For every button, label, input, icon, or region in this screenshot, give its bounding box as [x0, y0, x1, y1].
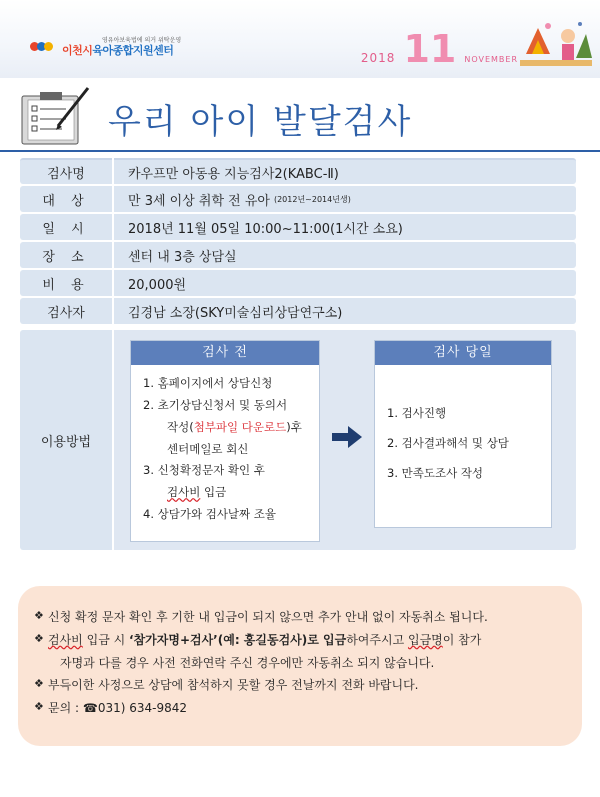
autumn-decoration-icon — [518, 14, 594, 74]
contact-phone[interactable]: 031) 634-9842 — [97, 701, 187, 716]
row-value-examiner: 김경남 소장(SKY미술심리상담연구소) — [114, 298, 576, 324]
list-item: 2. 초기상담신청서 및 동의서 작성(첨부파일 다운로드)후 센터메일로 회신 — [143, 397, 302, 456]
diamond-bullet-icon: ❖ — [34, 631, 44, 645]
table-row — [20, 186, 576, 212]
table-row — [20, 214, 576, 240]
diamond-bullet-icon: ❖ — [34, 609, 44, 622]
diamond-bullet-icon: ❖ — [34, 677, 44, 691]
list-item: 1. 홈페이지에서 상담신청 — [143, 376, 273, 390]
logo-mark-icon — [30, 40, 56, 54]
table-row — [20, 242, 576, 268]
notice-item: ❖ 신청 확정 문자 확인 후 기한 내 입금이 되지 않으면 추가 안내 없이 자동취소 됩니다. — [34, 606, 564, 629]
list-item: 3. 만족도조사 작성 — [387, 465, 484, 480]
center-logo[interactable] — [30, 38, 181, 57]
row-note-target: (2012년~2014년생) — [273, 194, 351, 204]
row-label-method: 이용방법 — [20, 330, 112, 550]
before-steps-list — [131, 365, 319, 526]
before-test-heading: 검사 전 — [131, 341, 319, 365]
contact-label: 문의 : — [48, 701, 83, 716]
row-label-examiner: 검사자 — [20, 298, 112, 324]
title-divider — [0, 150, 600, 152]
header-banner — [0, 0, 600, 78]
list-item: 1. 검사진행 — [387, 406, 447, 420]
row-value-test-name: 카우프만 아동용 지능검사2(KABC-Ⅱ) — [114, 158, 576, 184]
notice-list — [18, 586, 582, 720]
info-table — [20, 158, 576, 550]
usage-method-row — [20, 330, 576, 550]
date-month-name: NOVEMBER — [464, 55, 518, 64]
before-test-box — [130, 340, 320, 542]
row-label-target: 대 상 — [20, 186, 112, 212]
list-item: 2. 검사결과해석 및 상담 — [387, 435, 509, 450]
row-value-target: 만 3세 이상 취학 전 유아 — [128, 193, 270, 209]
logo-name: 육아종합지원센터 — [92, 43, 174, 57]
logo-city: 이천시 — [62, 43, 93, 57]
page-title: 우리 아이 발달검사 — [108, 102, 413, 142]
logo-subtitle: 영유아보육법에 의거 위탁운영 — [102, 37, 182, 44]
test-day-steps-list — [375, 365, 551, 489]
table-row — [20, 158, 576, 184]
notice-item: ❖ 부득이한 사정으로 상담에 참석하지 못할 경우 전날까지 전화 바랍니다. — [34, 674, 564, 697]
list-item: 3. 신청확정문자 확인 후 검사비 입금 — [143, 463, 265, 500]
test-day-box — [374, 340, 552, 528]
checklist-clipboard-icon — [18, 86, 90, 148]
test-day-heading: 검사 당일 — [375, 341, 551, 365]
title-area — [18, 86, 582, 148]
notice-item — [34, 697, 564, 720]
phone-icon: ☎ — [82, 701, 98, 716]
row-label-cost: 비 용 — [20, 270, 112, 296]
arrow-right-icon — [332, 426, 362, 448]
row-label-test-name: 검사명 — [20, 158, 112, 184]
row-label-date: 일 시 — [20, 214, 112, 240]
attachment-download-link[interactable]: 첨부파일 다운로드 — [193, 419, 287, 434]
method-panel — [114, 330, 576, 550]
date-badge — [360, 27, 518, 71]
row-value-date: 2018년 11월 05일 10:00~11:00(1시간 소요) — [114, 214, 576, 240]
notice-box — [18, 586, 582, 746]
table-row — [20, 298, 576, 324]
diamond-bullet-icon: ❖ — [34, 700, 44, 714]
row-value-cost: 20,000원 — [114, 270, 576, 296]
list-item: 4. 상담가와 검사날짜 조율 — [143, 507, 277, 522]
row-label-place: 장 소 — [20, 242, 112, 268]
date-month: 11 — [403, 27, 457, 71]
notice-item: ❖ 검사비 입금 시 ‘참가자명+검사’(예: 홍길동검사)로 입금하여주시고 입금명이 참가 자명과 다를 경우 사전 전화연락 주신 경우에만 자동취소 되지 않습니다. — [34, 629, 564, 675]
table-row — [20, 270, 576, 296]
row-value-place: 센터 내 3층 상담실 — [114, 242, 576, 268]
date-year: 2018 — [360, 51, 396, 65]
